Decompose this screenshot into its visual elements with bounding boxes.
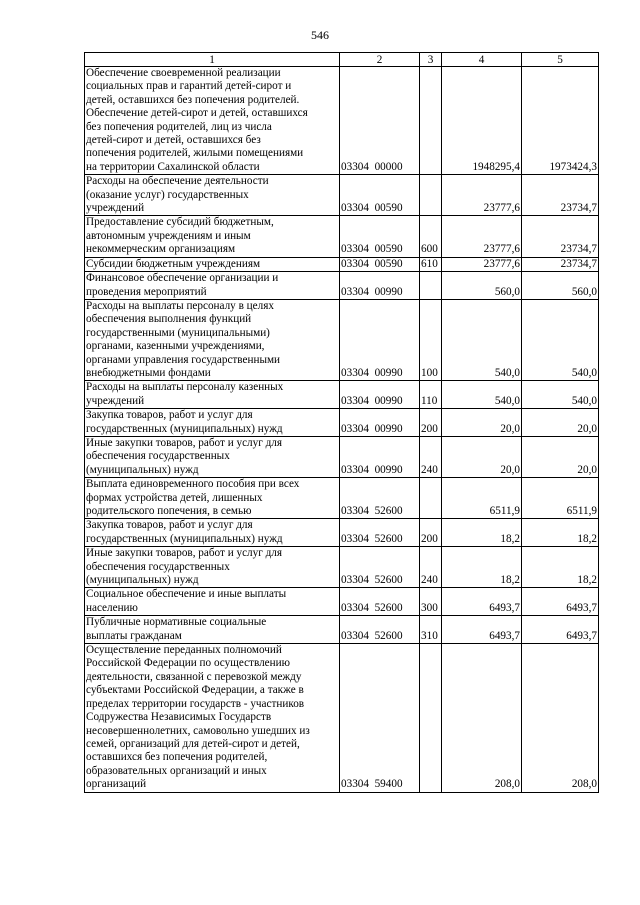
row-target-code: 03304 00000 <box>340 67 420 175</box>
description-line: Закупка товаров, работ и услуг для <box>86 409 253 422</box>
description-line: Расходы на выплаты персоналу в целях <box>86 299 274 312</box>
description-line: организаций <box>86 778 147 791</box>
row-expense-kind <box>420 272 442 300</box>
description-line: автономным учреждениям и иным <box>86 229 251 242</box>
description-line: Обеспечение своевременной реализации <box>86 67 281 79</box>
row-value-5: 6511,9 <box>522 478 599 519</box>
row-value-4: 540,0 <box>442 381 522 409</box>
description-line: государственных (муниципальных) нужд <box>86 532 283 545</box>
row-description <box>85 257 340 271</box>
description-line: государственных (муниципальных) нужд <box>86 422 283 435</box>
row-expense-kind: 200 <box>420 409 442 437</box>
description-line: Публичные нормативные социальные <box>86 616 267 629</box>
row-expense-kind: 110 <box>420 381 442 409</box>
row-value-5: 540,0 <box>522 299 599 380</box>
row-target-code: 03304 00990 <box>340 381 420 409</box>
row-value-4: 560,0 <box>442 272 522 300</box>
description-line: органами, казенными учреждениями, <box>86 340 265 353</box>
table-row <box>85 216 599 257</box>
description-line: деятельности, связанной с перевозкой между <box>86 670 302 683</box>
table-row <box>85 519 599 547</box>
column-header-3: 3 <box>420 53 442 67</box>
row-value-5: 560,0 <box>522 272 599 300</box>
description-line: Иные закупки товаров, работ и услуг для <box>86 547 283 560</box>
description-line: детей, оставшихся без попечения родителей. <box>86 93 300 106</box>
row-value-5: 20,0 <box>522 409 599 437</box>
row-value-4: 23777,6 <box>442 175 522 216</box>
row-description <box>85 216 340 257</box>
row-value-5: 23734,7 <box>522 175 599 216</box>
row-target-code: 03304 52600 <box>340 616 420 644</box>
description-line: Финансовое обеспечение организации и <box>86 272 279 285</box>
row-value-4: 20,0 <box>442 436 522 477</box>
description-line: субъектами Российской Федерации, а также в <box>86 684 304 697</box>
table-row <box>85 409 599 437</box>
row-value-5: 18,2 <box>522 547 599 588</box>
description-line: формах устройства детей, лишенных <box>86 491 263 504</box>
row-value-4: 6493,7 <box>442 588 522 616</box>
table-row <box>85 257 599 271</box>
row-value-5: 23734,7 <box>522 257 599 271</box>
row-value-4: 540,0 <box>442 299 522 380</box>
description-line: (оказание услуг) государственных <box>86 188 249 201</box>
description-line: Расходы на выплаты персоналу казенных <box>86 381 284 394</box>
row-description <box>85 588 340 616</box>
description-line: Осуществление переданных полномочий <box>86 644 282 657</box>
description-line: Обеспечение детей-сирот и детей, оставшихся <box>86 107 308 120</box>
header-row <box>85 53 599 67</box>
row-description <box>85 381 340 409</box>
budget-table <box>84 52 599 793</box>
table-row <box>85 588 599 616</box>
description-line: (муниципальных) нужд <box>86 463 199 476</box>
row-value-4: 1948295,4 <box>442 67 522 175</box>
row-description <box>85 272 340 300</box>
row-target-code: 03304 00990 <box>340 436 420 477</box>
description-line: внебюджетными фондами <box>86 366 211 379</box>
row-target-code: 03304 00590 <box>340 175 420 216</box>
description-line: обеспечения выполнения функций <box>86 313 252 326</box>
page-number: 546 <box>311 28 329 42</box>
description-line: попечения родителей, жилыми помещениями <box>86 147 304 160</box>
row-target-code: 03304 52600 <box>340 519 420 547</box>
row-value-5: 20,0 <box>522 436 599 477</box>
row-expense-kind: 300 <box>420 588 442 616</box>
row-description <box>85 547 340 588</box>
row-description <box>85 616 340 644</box>
row-description <box>85 67 340 175</box>
description-line: Выплата единовременного пособия при всех <box>86 478 300 491</box>
description-line: Закупка товаров, работ и услуг для <box>86 519 253 532</box>
row-value-4: 6493,7 <box>442 616 522 644</box>
row-expense-kind: 600 <box>420 216 442 257</box>
row-target-code: 03304 00590 <box>340 216 420 257</box>
row-target-code: 03304 52600 <box>340 478 420 519</box>
description-line: Российской Федерации по осуществлению <box>86 657 290 670</box>
description-line: учреждений <box>86 394 145 407</box>
row-target-code: 03304 59400 <box>340 644 420 792</box>
row-expense-kind: 240 <box>420 436 442 477</box>
row-value-4: 20,0 <box>442 409 522 437</box>
description-line: населению <box>86 601 138 614</box>
description-line: Субсидии бюджетным учреждениям <box>86 257 261 270</box>
table-row <box>85 381 599 409</box>
row-expense-kind <box>420 644 442 792</box>
description-line: (муниципальных) нужд <box>86 574 199 587</box>
row-value-5: 208,0 <box>522 644 599 792</box>
description-line: некоммерческим организациям <box>86 243 236 256</box>
row-value-4: 23777,6 <box>442 257 522 271</box>
description-line: обеспечения государственных <box>86 560 230 573</box>
table-row <box>85 272 599 300</box>
row-description <box>85 409 340 437</box>
row-value-5: 6493,7 <box>522 588 599 616</box>
row-description <box>85 175 340 216</box>
row-value-5: 1973424,3 <box>522 67 599 175</box>
row-description <box>85 644 340 792</box>
table-row <box>85 547 599 588</box>
row-target-code: 03304 00990 <box>340 272 420 300</box>
table-row <box>85 175 599 216</box>
row-target-code: 03304 52600 <box>340 547 420 588</box>
description-line: семей, организаций для детей-сирот и детей, <box>86 737 300 750</box>
row-value-5: 540,0 <box>522 381 599 409</box>
column-header-2: 2 <box>340 53 420 67</box>
description-line: проведения мероприятий <box>86 285 207 298</box>
row-value-5: 6493,7 <box>522 616 599 644</box>
row-expense-kind <box>420 67 442 175</box>
row-value-4: 23777,6 <box>442 216 522 257</box>
description-line: несовершеннолетних, самовольно ушедших из <box>86 724 310 737</box>
column-header-4: 4 <box>442 53 522 67</box>
table-row <box>85 67 599 175</box>
row-description <box>85 299 340 380</box>
description-line: без попечения родителей, лиц из числа <box>86 120 272 133</box>
row-target-code: 03304 52600 <box>340 588 420 616</box>
row-value-4: 18,2 <box>442 519 522 547</box>
description-line: государственными (муниципальными) <box>86 326 270 339</box>
description-line: Социальное обеспечение и иные выплаты <box>86 588 287 601</box>
description-line: родительского попечения, в семью <box>86 505 252 517</box>
description-line: Предоставление субсидий бюджетным, <box>86 216 274 229</box>
row-description <box>85 519 340 547</box>
table-row <box>85 616 599 644</box>
row-expense-kind <box>420 478 442 519</box>
description-line: органами управления государственными <box>86 353 281 366</box>
description-line: социальных прав и гарантий детей-сирот и <box>86 80 292 93</box>
description-line: Содружества Независимых Государств <box>86 711 272 724</box>
description-line: Иные закупки товаров, работ и услуг для <box>86 436 283 449</box>
description-line: выплаты гражданам <box>86 629 182 642</box>
description-line: образовательных организаций и иных <box>86 764 267 777</box>
column-header-1: 1 <box>85 53 340 67</box>
row-target-code: 03304 00590 <box>340 257 420 271</box>
table-row <box>85 436 599 477</box>
row-value-5: 18,2 <box>522 519 599 547</box>
row-value-4: 6511,9 <box>442 478 522 519</box>
table-row <box>85 478 599 519</box>
row-target-code: 03304 00990 <box>340 299 420 380</box>
description-line: детей-сирот и детей, оставшихся без <box>86 134 261 147</box>
row-target-code: 03304 00990 <box>340 409 420 437</box>
row-expense-kind <box>420 175 442 216</box>
row-expense-kind: 310 <box>420 616 442 644</box>
table-body <box>85 67 599 793</box>
description-line: пределах территории государств - участников <box>86 697 305 710</box>
description-line: Расходы на обеспечение деятельности <box>86 175 269 188</box>
table-row <box>85 299 599 380</box>
row-value-5: 23734,7 <box>522 216 599 257</box>
row-expense-kind: 610 <box>420 257 442 271</box>
description-line: обеспечения государственных <box>86 450 230 463</box>
description-line: учреждений <box>86 202 145 215</box>
row-value-4: 18,2 <box>442 547 522 588</box>
description-line: оставшихся без попечения родителей, <box>86 751 268 764</box>
row-description <box>85 478 340 519</box>
row-expense-kind: 240 <box>420 547 442 588</box>
row-description <box>85 436 340 477</box>
description-line: на территории Сахалинской области <box>86 160 260 173</box>
row-expense-kind: 200 <box>420 519 442 547</box>
row-value-4: 208,0 <box>442 644 522 792</box>
row-expense-kind: 100 <box>420 299 442 380</box>
table-row <box>85 644 599 792</box>
column-header-5: 5 <box>522 53 599 67</box>
